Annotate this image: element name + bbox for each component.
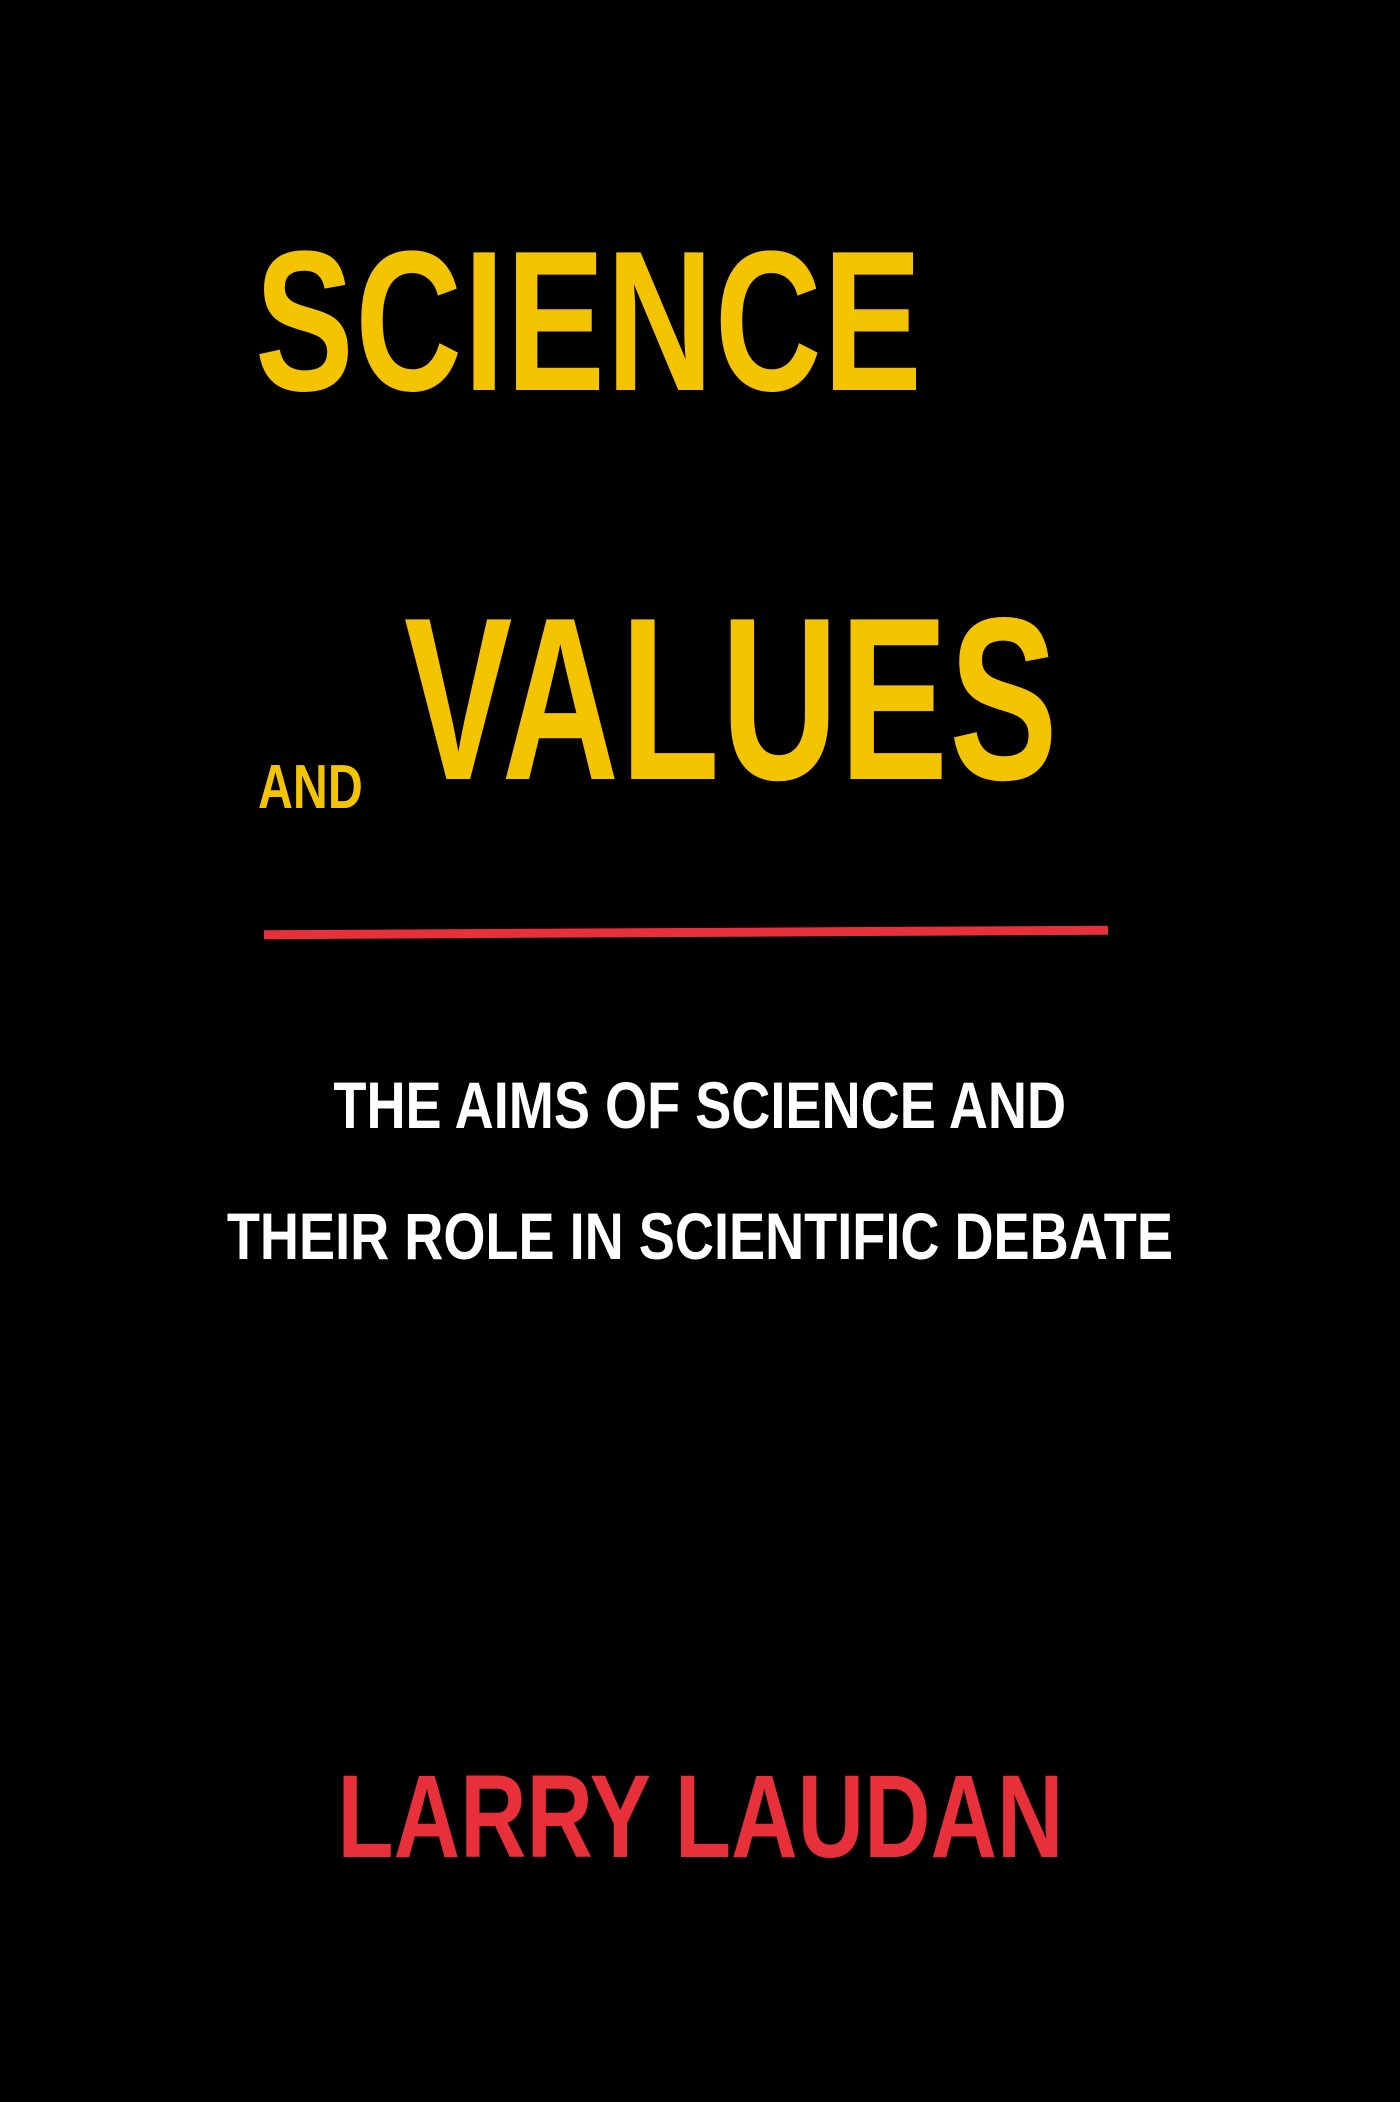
subtitle-line-1-text: THE AIMS OF SCIENCE AND bbox=[333, 1068, 1067, 1142]
subtitle-line-1 bbox=[0, 1068, 1400, 1142]
title-values: VALUES bbox=[404, 570, 1060, 829]
subtitle-line-2 bbox=[0, 1199, 1400, 1273]
title-science: SCIENCE bbox=[255, 210, 924, 433]
title-and: AND bbox=[258, 753, 363, 822]
author-name bbox=[0, 1751, 1400, 1883]
author-name-text: LARRY LAUDAN bbox=[336, 1751, 1064, 1883]
divider-rule bbox=[264, 926, 1108, 939]
subtitle-line-2-text: THEIR ROLE IN SCIENTIFIC DEBATE bbox=[226, 1199, 1174, 1273]
